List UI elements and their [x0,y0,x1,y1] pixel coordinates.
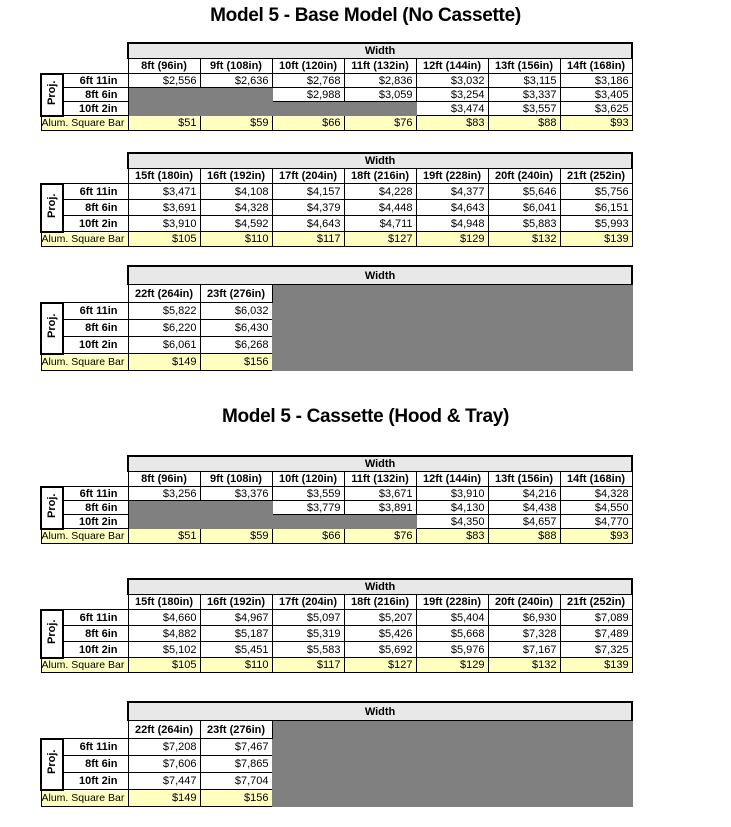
alum-price: $59 [200,116,272,131]
price-cell: $5,187 [200,626,272,642]
price-cell: $7,167 [488,642,560,658]
row-label: 10ft 2in [63,773,128,790]
price-block [40,152,633,247]
empty-cell [128,88,200,102]
row-label: 10ft 2in [63,102,128,116]
alum-price: $156 [200,790,272,807]
row-label: 8ft 6in [63,626,128,642]
price-cell: $5,404 [416,610,488,626]
price-row [41,102,632,116]
empty-cell [128,501,200,515]
price-cell: $4,643 [416,200,488,216]
width-header-row [41,153,632,169]
alum-price: $139 [560,658,632,673]
alum-price: $132 [488,232,560,247]
column-header: 9ft (108in) [200,472,272,487]
column-header: 18ft (216in) [344,169,416,184]
price-cell: $2,636 [200,74,272,88]
price-cell: $6,268 [200,337,272,354]
column-header: 8ft (96in) [128,472,200,487]
projection-label [41,487,63,529]
price-cell: $3,779 [272,501,344,515]
price-cell: $3,557 [488,102,560,116]
column-header: 9ft (108in) [200,59,272,74]
column-header: 17ft (204in) [272,169,344,184]
alum-price: $51 [128,116,200,131]
price-row [41,626,632,642]
row-label: 6ft 11in [63,610,128,626]
column-header: 22ft (264in) [128,285,200,303]
row-label: 6ft 11in [63,74,128,88]
row-label: 10ft 2in [63,337,128,354]
blank-corner [41,59,128,74]
column-header-row [41,472,632,487]
alum-price: $59 [200,529,272,544]
price-cell: $2,988 [272,88,344,102]
projection-text: Proj. [46,80,58,105]
price-cell: $7,865 [200,756,272,773]
blank-corner [41,456,128,472]
column-header: 14ft (168in) [560,59,632,74]
price-block [40,701,633,807]
price-block [40,578,633,673]
column-header: 12ft (144in) [416,472,488,487]
column-header: 22ft (264in) [128,721,200,739]
empty-cell [200,88,272,102]
column-header: 21ft (252in) [560,169,632,184]
price-cell: $5,993 [560,216,632,232]
empty-cell [128,515,200,529]
column-header: 19ft (228in) [416,595,488,610]
price-cell: $5,976 [416,642,488,658]
projection-text: Proj. [46,619,58,644]
price-table [40,701,633,807]
projection-label [41,184,63,232]
price-cell: $4,377 [416,184,488,200]
alum-price: $105 [128,232,200,247]
price-cell: $6,041 [488,200,560,216]
alum-price: $110 [200,232,272,247]
column-header: 21ft (252in) [560,595,632,610]
alum-label: Alum. Square Bar [41,790,128,807]
price-cell: $5,692 [344,642,416,658]
width-header: Width [128,579,632,595]
price-cell: $6,151 [560,200,632,216]
width-header-row [41,579,632,595]
gray-fill [272,285,632,371]
projection-text: Proj. [46,193,58,218]
blank-corner [41,702,128,721]
column-header: 16ft (192in) [200,595,272,610]
column-header-row [41,59,632,74]
row-label: 8ft 6in [63,320,128,337]
row-label: 6ft 11in [63,487,128,501]
row-label: 8ft 6in [63,756,128,773]
projection-text: Proj. [46,493,58,518]
blank-corner [41,472,128,487]
price-cell: $4,967 [200,610,272,626]
row-label: 10ft 2in [63,216,128,232]
empty-cell [200,501,272,515]
price-cell: $7,467 [200,739,272,756]
section-title: Model 5 - Cassette (Hood & Tray) [221,406,510,427]
column-header-row [41,285,632,303]
row-label: 10ft 2in [63,515,128,529]
price-table [40,152,633,247]
column-header-row [41,595,632,610]
empty-cell [200,102,272,116]
alum-price: $66 [272,529,344,544]
price-cell: $4,216 [488,487,560,501]
price-cell: $3,691 [128,200,200,216]
price-cell: $2,768 [272,74,344,88]
width-header-row [41,266,632,285]
price-cell: $5,102 [128,642,200,658]
price-cell: $7,089 [560,610,632,626]
alum-price: $88 [488,116,560,131]
blank-corner [41,721,128,739]
price-cell: $2,836 [344,74,416,88]
column-header: 20ft (240in) [488,595,560,610]
price-cell: $6,061 [128,337,200,354]
price-cell: $4,592 [200,216,272,232]
alum-label: Alum. Square Bar [41,354,128,371]
alum-row [41,658,632,673]
price-row [41,610,632,626]
price-row [41,487,632,501]
price-row [41,74,632,88]
empty-cell [344,102,416,116]
price-cell: $4,882 [128,626,200,642]
column-header: 15ft (180in) [128,595,200,610]
column-header: 23ft (276in) [200,285,272,303]
price-cell: $6,032 [200,303,272,320]
price-cell: $5,883 [488,216,560,232]
column-header: 17ft (204in) [272,595,344,610]
price-cell: $3,891 [344,501,416,515]
blank-corner [41,595,128,610]
blank-corner [41,266,128,285]
price-cell: $4,228 [344,184,416,200]
alum-label: Alum. Square Bar [41,529,128,544]
price-cell: $4,711 [344,216,416,232]
empty-cell [128,102,200,116]
column-header-row [41,169,632,184]
price-row [41,184,632,200]
price-cell: $5,451 [200,642,272,658]
alum-price: $93 [560,529,632,544]
price-cell: $5,756 [560,184,632,200]
price-cell: $4,770 [560,515,632,529]
price-cell: $7,704 [200,773,272,790]
price-cell: $5,822 [128,303,200,320]
price-cell: $7,325 [560,642,632,658]
price-cell: $3,115 [488,74,560,88]
column-header: 16ft (192in) [200,169,272,184]
alum-price: $132 [488,658,560,673]
alum-label: Alum. Square Bar [41,116,128,131]
column-header: 10ft (120in) [272,472,344,487]
price-cell: $4,350 [416,515,488,529]
alum-price: $127 [344,658,416,673]
price-cell: $3,337 [488,88,560,102]
price-cell: $4,660 [128,610,200,626]
blank-corner [41,285,128,303]
column-header: 11ft (132in) [344,59,416,74]
price-cell: $3,376 [200,487,272,501]
price-row [41,216,632,232]
column-header: 15ft (180in) [128,169,200,184]
alum-price: $76 [344,529,416,544]
price-cell: $5,646 [488,184,560,200]
price-cell: $4,328 [560,487,632,501]
alum-row [41,529,632,544]
price-cell: $2,556 [128,74,200,88]
price-cell: $4,643 [272,216,344,232]
alum-price: $66 [272,116,344,131]
alum-row [41,116,632,131]
price-cell: $7,328 [488,626,560,642]
empty-cell [272,515,344,529]
alum-price: $149 [128,790,200,807]
column-header: 13ft (156in) [488,472,560,487]
price-cell: $4,108 [200,184,272,200]
row-label: 6ft 11in [63,303,128,320]
width-header-row [41,702,632,721]
price-cell: $5,426 [344,626,416,642]
row-label: 6ft 11in [63,184,128,200]
column-header: 18ft (216in) [344,595,416,610]
price-cell: $4,657 [488,515,560,529]
price-cell: $6,220 [128,320,200,337]
column-header: 8ft (96in) [128,59,200,74]
alum-price: $156 [200,354,272,371]
price-cell: $3,032 [416,74,488,88]
price-cell: $5,319 [272,626,344,642]
price-row [41,88,632,102]
alum-price: $76 [344,116,416,131]
projection-label [41,303,63,354]
row-label: 8ft 6in [63,88,128,102]
alum-label: Alum. Square Bar [41,232,128,247]
width-header: Width [128,266,632,285]
price-cell: $3,910 [128,216,200,232]
price-cell: $3,405 [560,88,632,102]
price-row [41,642,632,658]
column-header: 14ft (168in) [560,472,632,487]
price-cell: $3,910 [416,487,488,501]
alum-price: $83 [416,116,488,131]
price-cell: $3,059 [344,88,416,102]
price-row [41,515,632,529]
price-table [40,42,633,131]
price-table [40,578,633,673]
price-cell: $3,625 [560,102,632,116]
price-row [41,200,632,216]
price-cell: $5,207 [344,610,416,626]
projection-label [41,74,63,116]
blank-corner [41,169,128,184]
alum-price: $105 [128,658,200,673]
column-header: 12ft (144in) [416,59,488,74]
column-header: 20ft (240in) [488,169,560,184]
empty-cell [344,515,416,529]
row-label: 6ft 11in [63,739,128,756]
price-cell: $4,130 [416,501,488,515]
price-cell: $3,186 [560,74,632,88]
alum-price: $129 [416,658,488,673]
price-block [40,455,633,544]
alum-price: $117 [272,232,344,247]
column-header: 10ft (120in) [272,59,344,74]
price-cell: $3,256 [128,487,200,501]
price-cell: $4,438 [488,501,560,515]
price-cell: $5,668 [416,626,488,642]
width-header-row [41,43,632,59]
price-cell: $3,671 [344,487,416,501]
price-cell: $4,328 [200,200,272,216]
width-header-row [41,456,632,472]
price-cell: $3,474 [416,102,488,116]
price-cell: $7,606 [128,756,200,773]
alum-price: $83 [416,529,488,544]
price-block [40,42,633,131]
alum-label: Alum. Square Bar [41,658,128,673]
alum-price: $88 [488,529,560,544]
width-header: Width [128,153,632,169]
blank-corner [41,43,128,59]
width-header: Width [128,43,632,59]
price-cell: $6,930 [488,610,560,626]
projection-text: Proj. [46,313,58,338]
projection-label [41,739,63,790]
price-cell: $7,489 [560,626,632,642]
price-cell: $6,430 [200,320,272,337]
blank-corner [41,153,128,169]
column-header-row [41,721,632,739]
price-cell: $5,097 [272,610,344,626]
alum-price: $51 [128,529,200,544]
price-cell: $3,471 [128,184,200,200]
column-header: 13ft (156in) [488,59,560,74]
alum-price: $129 [416,232,488,247]
price-cell: $4,948 [416,216,488,232]
price-cell: $5,583 [272,642,344,658]
column-header: 23ft (276in) [200,721,272,739]
price-table [40,455,633,544]
price-cell: $4,379 [272,200,344,216]
projection-label [41,610,63,658]
row-label: 8ft 6in [63,501,128,515]
empty-cell [200,515,272,529]
alum-price: $127 [344,232,416,247]
section-title: Model 5 - Base Model (No Cassette) [210,5,521,26]
alum-price: $110 [200,658,272,673]
empty-cell [272,102,344,116]
price-row [41,501,632,515]
price-cell: $7,208 [128,739,200,756]
price-block [40,265,633,371]
gray-fill [272,721,632,807]
price-cell: $7,447 [128,773,200,790]
alum-price: $93 [560,116,632,131]
price-cell: $4,157 [272,184,344,200]
width-header: Width [128,702,632,721]
alum-row [41,232,632,247]
price-table [40,265,633,371]
column-header: 11ft (132in) [344,472,416,487]
projection-text: Proj. [46,749,58,774]
row-label: 10ft 2in [63,642,128,658]
alum-price: $139 [560,232,632,247]
alum-price: $117 [272,658,344,673]
price-cell: $3,559 [272,487,344,501]
price-cell: $3,254 [416,88,488,102]
alum-price: $149 [128,354,200,371]
column-header: 19ft (228in) [416,169,488,184]
price-cell: $4,448 [344,200,416,216]
width-header: Width [128,456,632,472]
blank-corner [41,579,128,595]
price-cell: $4,550 [560,501,632,515]
row-label: 8ft 6in [63,200,128,216]
